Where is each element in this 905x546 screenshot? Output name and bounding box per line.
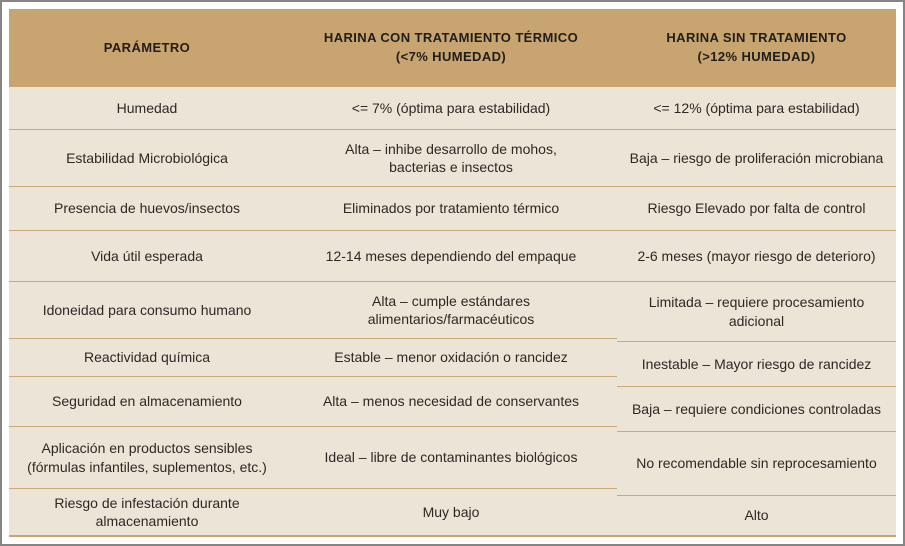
untreated-cell: Baja – riesgo de proliferación microbiana: [617, 130, 896, 187]
param-cell: Humedad: [116, 99, 178, 116]
untreated-cell: <= 12% (óptima para estabilidad): [617, 87, 896, 130]
header-line: HARINA SIN TRATAMIENTO: [666, 30, 847, 46]
header-harina-con-tratamiento: [285, 9, 617, 87]
comparison-table: [9, 9, 896, 537]
treated-cell: Muy bajo: [422, 503, 480, 520]
table-row: [9, 377, 617, 427]
untreated-column: [617, 87, 896, 537]
treated-cell: Alta – cumple estándares alimentarios/farmacéuticos: [367, 292, 535, 327]
untreated-cell: Inestable – Mayor riesgo de rancidez: [617, 342, 896, 387]
param-cell: Estabilidad Microbiológica: [66, 149, 228, 166]
treated-cell: Ideal – libre de contaminantes biológicos: [324, 449, 578, 466]
table-row: [9, 427, 617, 489]
header-line: HARINA CON TRATAMIENTO TÉRMICO: [323, 30, 579, 46]
treated-cell: Estable – menor oxidación o rancidez: [334, 349, 568, 366]
param-cell: Riesgo de infestación durante almacenamiento: [54, 494, 240, 529]
header-harina-sin-tratamiento: [617, 9, 896, 87]
header-line: (>12% HUMEDAD): [697, 49, 816, 64]
param-cell: Reactividad química: [83, 349, 211, 366]
param-cell: Idoneidad para consumo humano: [42, 301, 252, 318]
untreated-cell: No recomendable sin reprocesamiento: [617, 432, 896, 496]
header-line: PARÁMETRO: [103, 39, 191, 55]
param-cell: Seguridad en almacenamiento: [52, 393, 242, 410]
left-columns: [9, 87, 617, 537]
untreated-cell: Baja – requiere condiciones controladas: [617, 387, 896, 432]
treated-cell: Alta – menos necesidad de conservantes: [322, 393, 580, 410]
param-cell: Vida útil esperada: [91, 247, 203, 264]
untreated-cell: 2-6 meses (mayor riesgo de deterioro): [617, 231, 896, 282]
table-row: [9, 282, 617, 339]
table-row: [9, 489, 617, 537]
header-parametro: [9, 9, 285, 87]
header-line: (<7% HUMEDAD): [395, 49, 507, 64]
param-cell: Presencia de huevos/insectos: [54, 200, 240, 217]
treated-cell: Alta – inhibe desarrollo de mohos, bacterias e insectos: [345, 140, 557, 175]
treated-cell: <= 7% (óptima para estabilidad): [351, 99, 551, 116]
table-row: [9, 187, 617, 231]
table-row: [9, 130, 617, 187]
table-row: [9, 339, 617, 377]
untreated-cell: Riesgo Elevado por falta de control: [617, 187, 896, 231]
treated-cell: Eliminados por tratamiento térmico: [342, 200, 560, 217]
treated-cell: 12-14 meses dependiendo del empaque: [325, 247, 577, 264]
table-row: [9, 231, 617, 282]
table-header-row: [9, 9, 896, 87]
untreated-cell: Alto: [617, 496, 896, 537]
table-body: [9, 87, 896, 537]
untreated-cell: Limitada – requiere procesamiento adicional: [617, 282, 896, 342]
table-row: [9, 87, 617, 130]
param-cell: Aplicación en productos sensibles (fórmulas infantiles, suplementos, etc.): [27, 440, 267, 475]
